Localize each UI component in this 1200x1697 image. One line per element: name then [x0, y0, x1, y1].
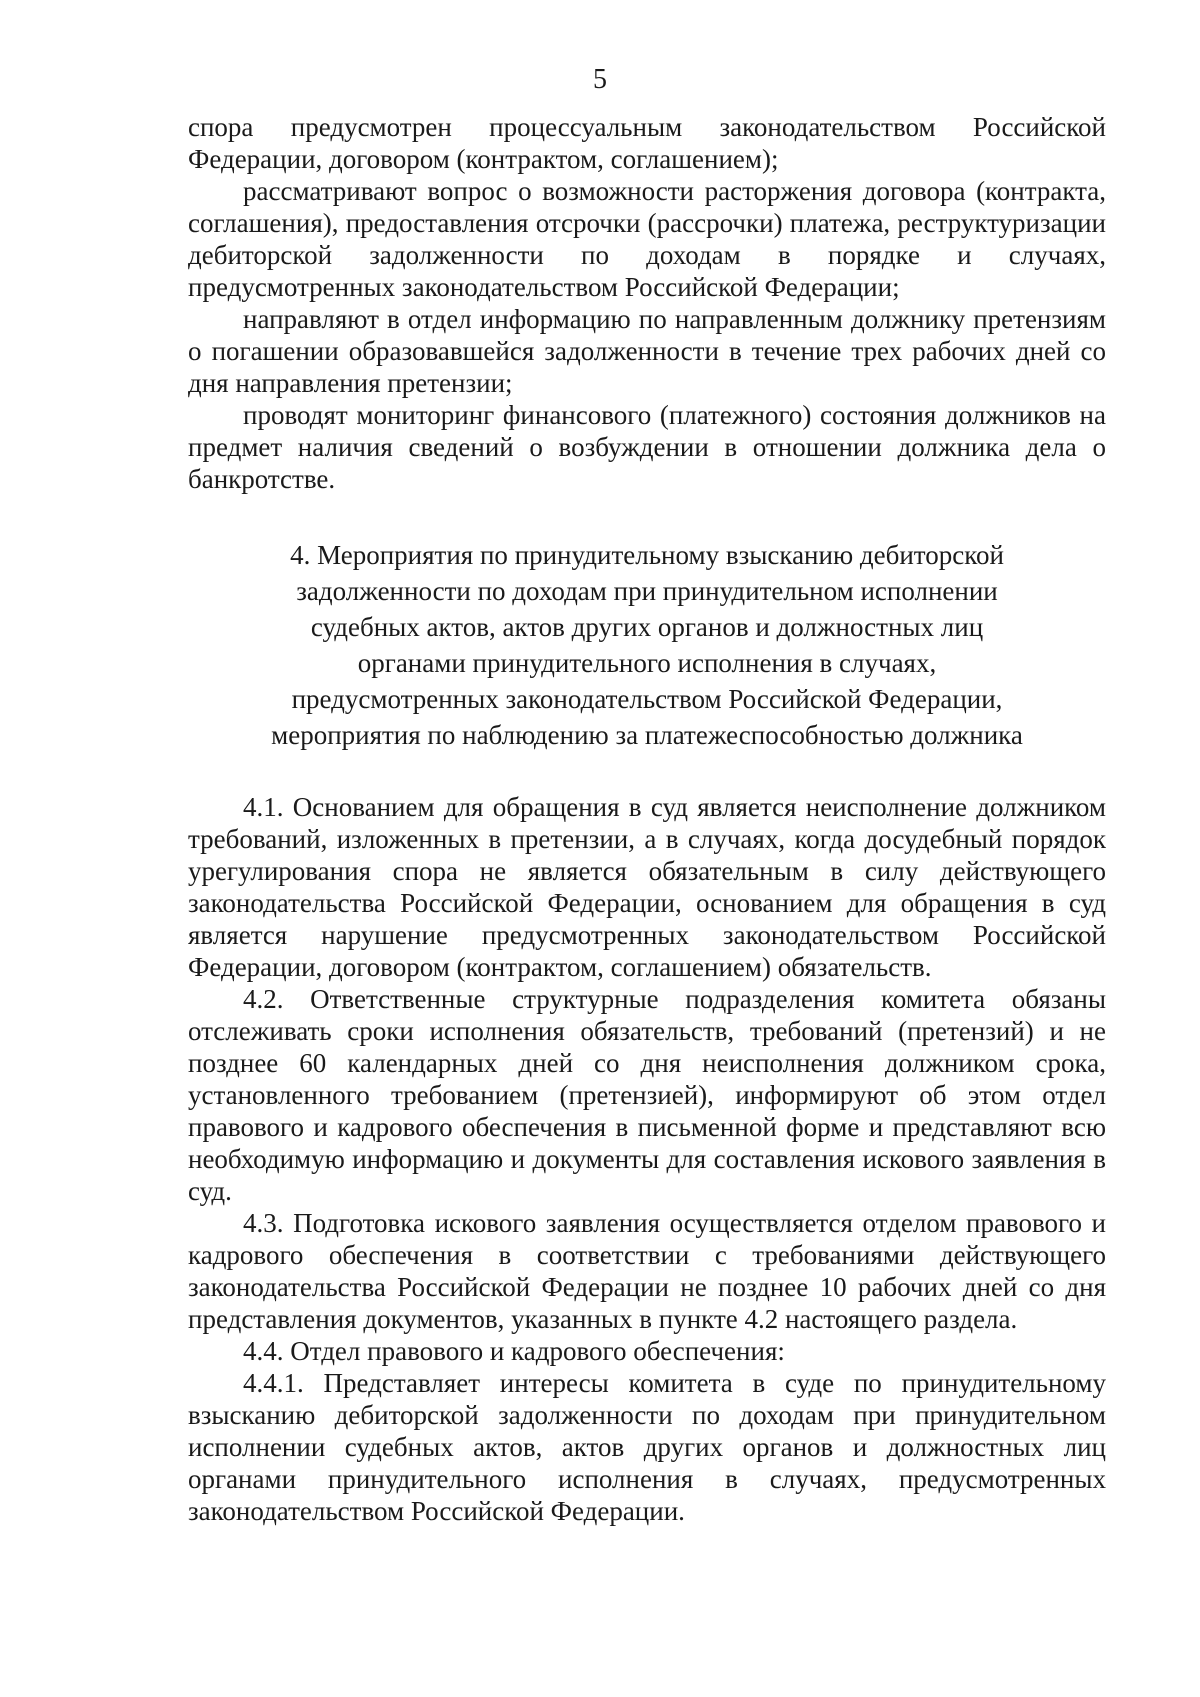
- heading-line: органами принудительного исполнения в случаях,: [357, 648, 937, 678]
- paragraph: 4.4. Отдел правового и кадрового обеспечения:: [243, 1336, 785, 1366]
- paragraph: 4.3. Подготовка искового заявления осуществляется отделом правового и кадрового обеспечения в соответствии с требованиями действующего законодательства Российской Федерации не позднее 10 рабочих дней со дня представления документов, указанных в пункте 4.2 настоящего раздела.: [188, 1208, 1106, 1334]
- document-body: [188, 111, 1106, 1527]
- paragraph: 4.2. Ответственные структурные подразделения комитета обязаны отслеживать сроки исполнения обязательств, требований (претензий) и не позднее 60 календарных дней со дня неисполнения должником срока, установленного требованием (претензией), информируют об этом отдел правового и кадрового обеспечения в письменной форме и представляют всю необходимую информацию и документы для составления искового заявления в суд.: [188, 984, 1106, 1206]
- heading-line: мероприятия по наблюдению за платежеспособностью должника: [271, 720, 1023, 750]
- paragraph: спора предусмотрен процессуальным законодательством Российской Федерации, договором (контрактом, соглашением);: [188, 112, 1106, 174]
- paragraph: рассматривают вопрос о возможности расторжения договора (контракта, соглашения), предоставления отсрочки (рассрочки) платежа, реструктуризации дебиторской задолженности по доходам в порядке и случаях, предусмотренных законодательством Российской Федерации;: [188, 176, 1106, 302]
- paragraph: проводят мониторинг финансового (платежного) состояния должников на предмет наличия сведений о возбуждении в отношении должника дела о банкротстве.: [188, 400, 1106, 494]
- heading-line: предусмотренных законодательством Российской Федерации,: [291, 684, 1003, 714]
- heading-line: судебных актов, актов других органов и должностных лиц: [310, 612, 984, 642]
- page-number: 5: [593, 64, 607, 95]
- heading-line: задолженности по доходам при принудительном исполнении: [296, 576, 998, 606]
- top-paragraphs: [188, 111, 1106, 495]
- paragraph: направляют в отдел информацию по направленным должнику претензиям о погашении образовавшейся задолженности в течение трех рабочих дней со дня направления претензии;: [188, 304, 1106, 398]
- bottom-paragraphs: [188, 791, 1106, 1527]
- paragraph: 4.1. Основанием для обращения в суд является неисполнение должником требований, изложенных в претензии, а в случаях, когда досудебный порядок урегулирования спора не является обязательным в силу действующего законодательства Российской Федерации, основанием для обращения в суд является нарушение предусмотренных законодательством Российской Федерации, договором (контрактом, соглашением) обязательств.: [188, 792, 1106, 982]
- paragraph: 4.4.1. Представляет интересы комитета в суде по принудительному взысканию дебиторской задолженности по доходам при принудительном исполнении судебных актов, актов других органов и должностных лиц органами принудительного исполнения в случаях, предусмотренных законодательством Российской Федерации.: [188, 1368, 1106, 1526]
- section-heading: [188, 537, 1106, 753]
- heading-line: 4. Мероприятия по принудительному взысканию дебиторской: [290, 540, 1004, 570]
